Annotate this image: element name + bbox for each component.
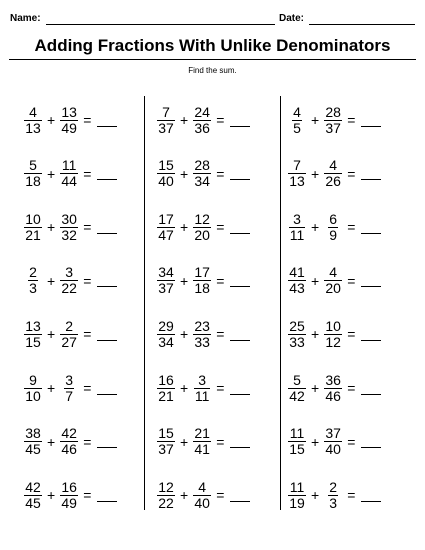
numerator: 4 <box>29 103 37 120</box>
plus-sign: + <box>47 326 56 343</box>
denominator: 42 <box>289 387 305 404</box>
numerator: 25 <box>289 317 305 334</box>
denominator: 37 <box>158 280 174 297</box>
fraction-a <box>288 265 306 296</box>
plus-sign: + <box>180 272 189 289</box>
problem-item <box>288 475 381 515</box>
date-label: Date: <box>279 13 305 24</box>
denominator: 11 <box>289 226 305 243</box>
problem-item <box>24 154 117 194</box>
numerator: 30 <box>61 210 77 227</box>
problem-item <box>24 368 117 408</box>
equals-sign: = <box>83 272 92 289</box>
numerator: 3 <box>198 371 207 388</box>
denominator: 20 <box>325 280 341 297</box>
name-field[interactable] <box>46 24 275 25</box>
fraction-a <box>288 212 306 243</box>
denominator: 33 <box>194 333 210 350</box>
equals-sign: = <box>347 433 356 450</box>
fraction-b <box>60 212 78 243</box>
numerator: 2 <box>65 317 74 334</box>
denominator: 27 <box>61 333 77 350</box>
answer-blank[interactable] <box>97 435 117 448</box>
fraction-b <box>193 105 211 136</box>
plus-sign: + <box>180 112 189 128</box>
numerator: 5 <box>29 157 37 174</box>
numerator: 5 <box>293 371 301 388</box>
problem-item <box>288 100 381 140</box>
denominator: 32 <box>61 226 77 243</box>
answer-blank[interactable] <box>97 328 117 341</box>
problem-item <box>24 261 117 301</box>
denominator: 37 <box>158 441 174 458</box>
fraction-a <box>24 158 42 189</box>
answer-blank[interactable] <box>230 435 250 448</box>
numerator: 17 <box>194 264 210 281</box>
equals-sign: = <box>216 219 225 236</box>
numerator: 10 <box>25 210 41 227</box>
numerator: 12 <box>194 210 210 227</box>
date-field[interactable] <box>309 24 415 25</box>
plus-sign: + <box>311 272 320 289</box>
equals-sign: = <box>83 433 92 450</box>
denominator: 12 <box>325 333 341 350</box>
problem-item <box>24 475 117 515</box>
answer-blank[interactable] <box>97 489 117 502</box>
fraction-a <box>288 426 306 457</box>
fraction-b <box>60 373 78 404</box>
numerator: 13 <box>61 103 77 120</box>
numerator: 41 <box>289 264 305 281</box>
problem-item <box>288 368 381 408</box>
problem-item <box>288 422 381 462</box>
numerator: 4 <box>293 103 301 120</box>
problem-item <box>288 207 381 247</box>
denominator: 49 <box>61 494 77 511</box>
equals-sign: = <box>347 326 356 343</box>
equals-sign: = <box>83 165 92 182</box>
problem-item <box>157 475 250 515</box>
denominator: 18 <box>25 173 41 190</box>
answer-blank[interactable] <box>230 114 250 127</box>
problem-item <box>157 100 250 140</box>
plus-sign: + <box>311 165 320 182</box>
plus-sign: + <box>47 219 56 236</box>
plus-sign: + <box>180 165 189 182</box>
fraction-b <box>324 480 342 511</box>
fraction-b <box>324 265 342 296</box>
denominator: 20 <box>194 226 210 243</box>
numerator: 13 <box>25 317 41 334</box>
denominator: 43 <box>289 280 305 297</box>
denominator: 46 <box>61 441 77 458</box>
equals-sign: = <box>216 487 225 504</box>
plus-sign: + <box>47 380 56 396</box>
numerator: 4 <box>329 264 338 281</box>
problem-item <box>24 207 117 247</box>
fraction-a <box>157 265 175 296</box>
plus-sign: + <box>47 272 56 289</box>
instructions: Find the sum. <box>188 66 237 75</box>
answer-blank[interactable] <box>97 221 117 234</box>
denominator: 40 <box>325 441 341 458</box>
answer-blank[interactable] <box>97 167 117 180</box>
plus-sign: + <box>311 487 320 504</box>
numerator: 42 <box>61 425 77 442</box>
denominator: 34 <box>194 173 210 190</box>
plus-sign: + <box>180 326 189 343</box>
problem-item <box>288 314 381 354</box>
answer-blank[interactable] <box>230 167 250 180</box>
fraction-a <box>288 373 306 404</box>
equals-sign: = <box>83 219 92 236</box>
plus-sign: + <box>311 112 320 128</box>
answer-blank[interactable] <box>361 114 381 127</box>
answer-blank[interactable] <box>361 382 381 395</box>
plus-sign: + <box>180 219 189 236</box>
fraction-a <box>157 319 175 350</box>
denominator: 3 <box>329 494 338 511</box>
equals-sign: = <box>347 112 356 128</box>
plus-sign: + <box>47 487 56 504</box>
fraction-b <box>193 319 211 350</box>
numerator: 15 <box>158 425 174 442</box>
fraction-a <box>157 105 175 136</box>
plus-sign: + <box>47 433 56 450</box>
numerator: 2 <box>29 264 37 281</box>
numerator: 4 <box>329 157 338 174</box>
numerator: 4 <box>198 478 207 495</box>
equals-sign: = <box>347 487 356 504</box>
fraction-a <box>288 105 306 136</box>
numerator: 17 <box>158 210 174 227</box>
fraction-b <box>324 105 342 136</box>
problem-item <box>157 154 250 194</box>
denominator: 45 <box>25 494 41 511</box>
equals-sign: = <box>83 487 92 504</box>
problem-item <box>24 422 117 462</box>
numerator: 23 <box>194 317 210 334</box>
equals-sign: = <box>216 112 225 128</box>
fraction-a <box>24 265 42 296</box>
plus-sign: + <box>180 433 189 450</box>
equals-sign: = <box>216 380 225 396</box>
numerator: 3 <box>293 210 301 227</box>
problem-item <box>157 314 250 354</box>
numerator: 37 <box>325 425 341 442</box>
denominator: 49 <box>61 119 77 136</box>
numerator: 11 <box>61 157 77 174</box>
denominator: 22 <box>61 280 77 297</box>
fraction-b <box>193 158 211 189</box>
equals-sign: = <box>347 272 356 289</box>
fraction-a <box>157 373 175 404</box>
equals-sign: = <box>83 326 92 343</box>
numerator: 15 <box>158 157 174 174</box>
denominator: 46 <box>325 387 341 404</box>
equals-sign: = <box>347 380 356 396</box>
fraction-a <box>157 212 175 243</box>
equals-sign: = <box>347 165 356 182</box>
plus-sign: + <box>180 380 189 396</box>
problem-item <box>288 261 381 301</box>
answer-blank[interactable] <box>97 382 117 395</box>
fraction-a <box>288 158 306 189</box>
fraction-b <box>324 158 342 189</box>
numerator: 24 <box>194 103 210 120</box>
numerator: 11 <box>289 425 305 442</box>
fraction-a <box>157 426 175 457</box>
fraction-b <box>60 480 78 511</box>
column-divider <box>144 96 145 510</box>
denominator: 13 <box>289 173 305 190</box>
problem-item <box>157 368 250 408</box>
fraction-b <box>193 373 211 404</box>
numerator: 29 <box>158 317 174 334</box>
denominator: 40 <box>194 494 210 511</box>
answer-blank[interactable] <box>361 167 381 180</box>
denominator: 7 <box>65 387 74 404</box>
denominator: 41 <box>194 441 210 458</box>
plus-sign: + <box>311 219 320 236</box>
numerator: 11 <box>289 478 305 495</box>
answer-blank[interactable] <box>230 489 250 502</box>
fraction-a <box>24 426 42 457</box>
answer-blank[interactable] <box>230 382 250 395</box>
denominator: 19 <box>289 494 305 511</box>
fraction-b <box>60 158 78 189</box>
fraction-b <box>193 212 211 243</box>
equals-sign: = <box>83 380 92 396</box>
problem-item <box>157 207 250 247</box>
plus-sign: + <box>311 433 320 450</box>
equals-sign: = <box>216 165 225 182</box>
page-title: Adding Fractions With Unlike Denominators <box>34 36 391 55</box>
fraction-b <box>60 105 78 136</box>
plus-sign: + <box>180 487 189 504</box>
fraction-b <box>60 319 78 350</box>
denominator: 5 <box>293 119 301 136</box>
denominator: 36 <box>194 119 210 136</box>
denominator: 34 <box>158 333 174 350</box>
denominator: 9 <box>329 226 338 243</box>
title-divider <box>9 59 416 60</box>
denominator: 11 <box>194 387 210 404</box>
denominator: 44 <box>61 173 77 190</box>
denominator: 37 <box>325 119 341 136</box>
equals-sign: = <box>216 433 225 450</box>
denominator: 33 <box>289 333 305 350</box>
denominator: 15 <box>289 441 305 458</box>
plus-sign: + <box>47 112 56 128</box>
denominator: 40 <box>158 173 174 190</box>
fraction-b <box>193 426 211 457</box>
equals-sign: = <box>216 272 225 289</box>
fraction-b <box>60 265 78 296</box>
equals-sign: = <box>216 326 225 343</box>
equals-sign: = <box>83 112 92 128</box>
numerator: 9 <box>29 371 37 388</box>
fraction-a <box>24 373 42 404</box>
numerator: 7 <box>293 157 301 174</box>
equals-sign: = <box>347 219 356 236</box>
denominator: 26 <box>325 173 341 190</box>
fraction-b <box>324 373 342 404</box>
denominator: 21 <box>25 226 41 243</box>
answer-blank[interactable] <box>230 221 250 234</box>
numerator: 3 <box>65 371 74 388</box>
name-label: Name: <box>10 13 41 24</box>
answer-blank[interactable] <box>361 274 381 287</box>
answer-blank[interactable] <box>361 328 381 341</box>
answer-blank[interactable] <box>230 328 250 341</box>
fraction-b <box>60 426 78 457</box>
answer-blank[interactable] <box>97 274 117 287</box>
fraction-b <box>193 265 211 296</box>
denominator: 47 <box>158 226 174 243</box>
numerator: 16 <box>158 371 174 388</box>
numerator: 28 <box>194 157 210 174</box>
denominator: 22 <box>158 494 174 511</box>
fraction-a <box>288 319 306 350</box>
denominator: 37 <box>158 119 174 136</box>
numerator: 42 <box>25 478 41 495</box>
fraction-b <box>324 212 342 243</box>
column-divider <box>280 96 281 510</box>
problem-item <box>24 314 117 354</box>
numerator: 16 <box>61 478 77 495</box>
fraction-b <box>324 426 342 457</box>
plus-sign: + <box>47 165 56 182</box>
numerator: 38 <box>25 425 41 442</box>
problem-item <box>24 100 117 140</box>
problem-item <box>157 261 250 301</box>
fraction-a <box>24 480 42 511</box>
answer-blank[interactable] <box>361 221 381 234</box>
problem-item <box>157 422 250 462</box>
problem-item <box>288 154 381 194</box>
denominator: 10 <box>25 387 41 404</box>
denominator: 21 <box>158 387 174 404</box>
fraction-a <box>157 158 175 189</box>
numerator: 21 <box>194 425 210 442</box>
worksheet-header <box>10 13 415 27</box>
denominator: 18 <box>194 280 210 297</box>
numerator: 12 <box>158 478 174 495</box>
fraction-a <box>24 105 42 136</box>
numerator: 7 <box>162 103 170 120</box>
fraction-a <box>157 480 175 511</box>
answer-blank[interactable] <box>361 489 381 502</box>
numerator: 3 <box>65 264 74 281</box>
plus-sign: + <box>311 326 320 343</box>
denominator: 15 <box>25 333 41 350</box>
numerator: 28 <box>325 103 341 120</box>
plus-sign: + <box>311 380 320 396</box>
fraction-b <box>193 480 211 511</box>
answer-blank[interactable] <box>361 435 381 448</box>
numerator: 6 <box>329 210 338 227</box>
numerator: 36 <box>325 371 341 388</box>
fraction-a <box>24 319 42 350</box>
fraction-a <box>288 480 306 511</box>
denominator: 13 <box>25 119 41 136</box>
answer-blank[interactable] <box>97 114 117 127</box>
denominator: 45 <box>25 441 41 458</box>
fraction-a <box>24 212 42 243</box>
numerator: 10 <box>325 317 341 334</box>
numerator: 34 <box>158 264 174 281</box>
answer-blank[interactable] <box>230 274 250 287</box>
numerator: 2 <box>329 478 338 495</box>
fraction-b <box>324 319 342 350</box>
denominator: 3 <box>29 280 37 297</box>
